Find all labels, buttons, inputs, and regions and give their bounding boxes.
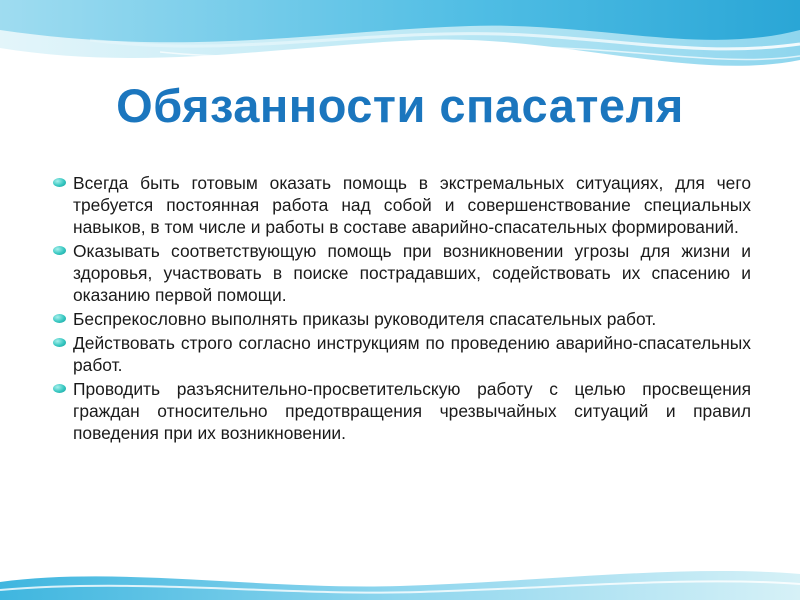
list-item <box>73 172 751 238</box>
list-item-text: Проводить разъяснительно-просветительскую работу с целью просвещения граждан относительно предотвращения чрезвычайных ситуаций и правил поведения при их возникновении. <box>73 379 751 443</box>
bullet-list <box>73 172 751 446</box>
teal-oval-bullet-icon <box>53 178 66 187</box>
list-item <box>73 308 751 330</box>
list-item <box>73 378 751 444</box>
top-wave-decoration <box>0 0 800 90</box>
slide-title: Обязанности спасателя <box>116 79 684 132</box>
teal-oval-bullet-icon <box>53 314 66 323</box>
teal-oval-bullet-icon <box>53 246 66 255</box>
bottom-wave-decoration <box>0 560 800 600</box>
list-item-text: Беспрекословно выполнять приказы руководителя спасательных работ. <box>73 309 657 329</box>
list-item-text: Всегда быть готовым оказать помощь в экстремальных ситуациях, для чего требуется постоянная работа над собой и совершенствование специальных навыков, в том числе и работы в составе аварийно-спасательных формирований. <box>73 173 751 237</box>
list-item <box>73 332 751 376</box>
teal-oval-bullet-icon <box>53 384 66 393</box>
list-item-text: Действовать строго согласно инструкциям по проведению аварийно-спасательных работ. <box>73 333 751 375</box>
list-item-text: Оказывать соответствующую помощь при возникновении угрозы для жизни и здоровья, участвовать в поиске пострадавших, содействовать их спасению и оказанию первой помощи. <box>73 241 751 305</box>
teal-oval-bullet-icon <box>53 338 66 347</box>
list-item <box>73 240 751 306</box>
